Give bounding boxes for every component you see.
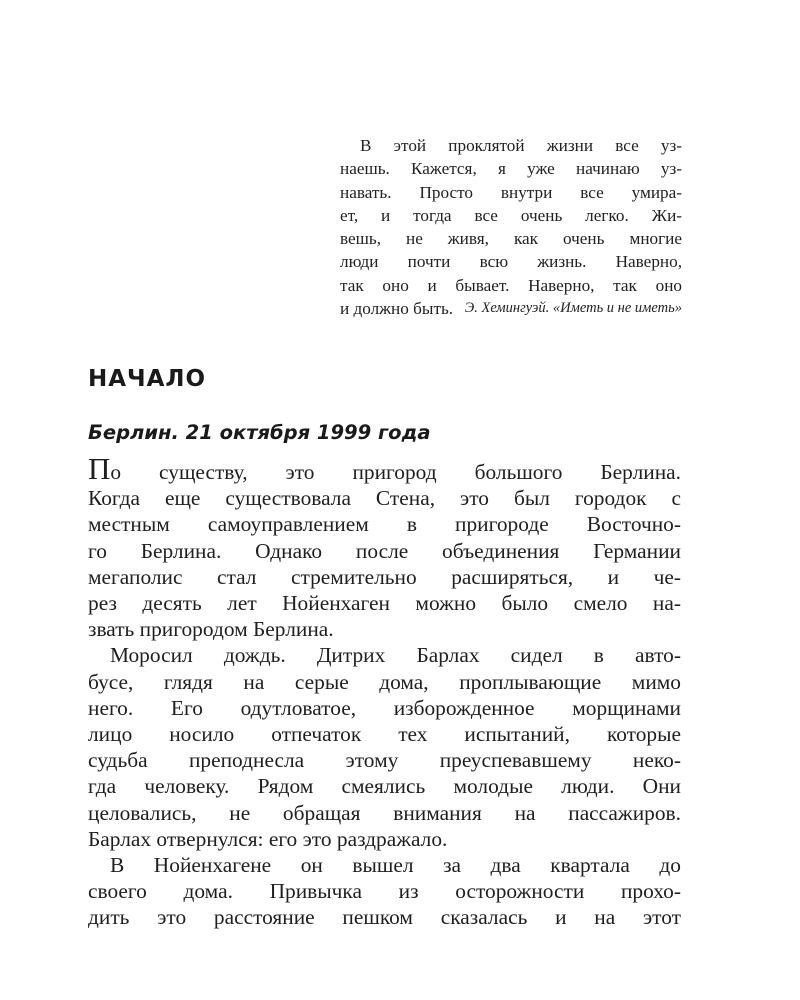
drop-cap: П [88, 451, 111, 486]
body-line: Моросил дождь. Дитрих Барлах сидел в авто- [110, 643, 681, 668]
body-line: своего дома. Привычка из осторожности прохо- [88, 879, 681, 904]
epigraph-line: наешь. Кажется, я уже начинаю уз- [340, 159, 682, 179]
body-line: звать пригородом Берлина. [88, 617, 334, 642]
body-line: Когда еще существовала Стена, это был городок с [88, 486, 681, 511]
body-line: лицо носило отпечаток тех испытаний, которые [88, 722, 681, 747]
body-line: рез десять лет Нойенхаген можно было смело на- [88, 591, 681, 616]
body-line: бусе, глядя на серые дома, проплывающие мимо [88, 669, 681, 694]
epigraph-line: ет, и тогда все очень легко. Жи- [340, 205, 682, 225]
body-line: Барлах отвернулся: его это раздражало. [88, 826, 448, 851]
epigraph-line: вешь, не живя, как очень многие [340, 229, 682, 249]
section-heading: Берлин. 21 октября 1999 года [88, 421, 431, 444]
body-line: него. Его одутловатое, изборожденное морщинами [88, 695, 681, 720]
chapter-title: НАЧАЛО [88, 366, 207, 392]
body-line: целовались, не обращая внимания на пассажиров. [88, 800, 681, 825]
body-line: гда человеку. Рядом смеялись молодые люди. Они [88, 774, 681, 799]
epigraph-line: В этой проклятой жизни все уз- [360, 136, 682, 155]
epigraph [340, 134, 682, 320]
epigraph-line: люди почти всю жизнь. Наверно, [340, 252, 682, 272]
body-line: мегаполис стал стремительно расширяться, и че- [88, 564, 681, 589]
body-line: го Берлина. Однако после объединения Германии [88, 538, 681, 563]
epigraph-line: навать. Просто внутри все умира- [340, 182, 682, 202]
epigraph-attribution: Э. Хемингуэй. «Иметь и не иметь» [464, 300, 682, 316]
body-line: судьба преподнесла этому преуспевавшему неко- [88, 748, 681, 773]
first-line-rest: о существу, это пригород большого Берлина. [110, 460, 681, 484]
body-line: местным самоуправлением в пригороде Восточно- [88, 512, 681, 537]
body-line: дить это расстояние пешком сказалась и на этот [88, 905, 681, 930]
epigraph-line: так оно и бывает. Наверно, так оно [340, 275, 682, 295]
body-text [88, 451, 681, 931]
body-line: В Нойенхагене он вышел за два квартала до [110, 853, 681, 878]
epigraph-line: и должно быть. [340, 299, 454, 319]
body-line [88, 451, 681, 486]
